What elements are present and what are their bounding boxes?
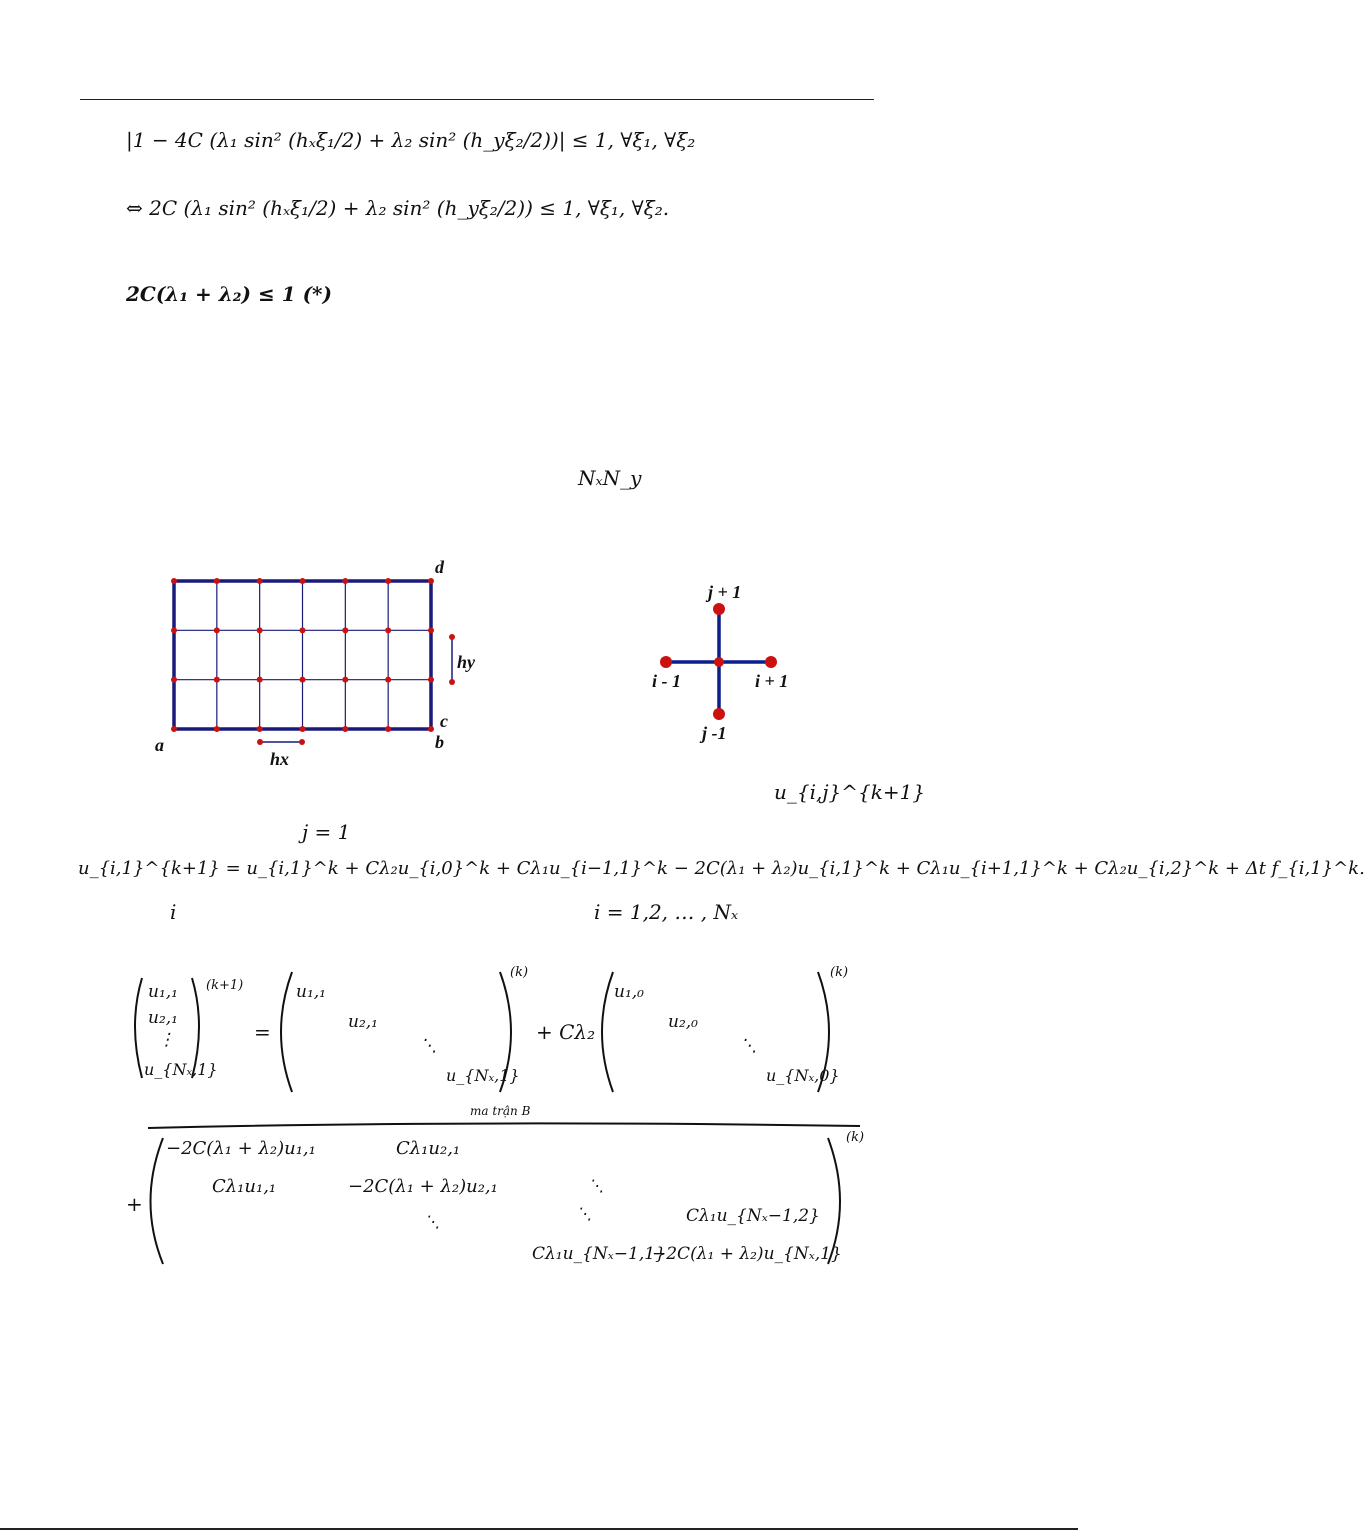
index-i: i xyxy=(170,900,177,924)
grid-node xyxy=(300,677,306,683)
coefficient-c-lambda2: + Cλ₂ xyxy=(536,1020,596,1044)
stencil-node-left xyxy=(660,656,672,668)
stencil-label-left: i - 1 xyxy=(652,671,681,691)
m3-r2c1: Cλ₁u₁,₁ xyxy=(212,1176,277,1197)
inequality-1: |1 − 4C (λ₁ sin² (hₓξ₁/2) + λ₂ sin² (h_yξ₂/2))| ≤ 1, ∀ξ₁, ∀ξ₂ xyxy=(126,128,696,152)
stencil-node-top xyxy=(713,603,725,615)
grid-node xyxy=(300,578,306,584)
hy-marker-node xyxy=(449,634,455,640)
m3-r2c2: −2C(λ₁ + λ₂)u₂,₁ xyxy=(348,1176,498,1197)
grid-node xyxy=(300,627,306,633)
m1-dots: ⋱ xyxy=(420,1036,437,1056)
index-range: i = 1,2, … , Nₓ xyxy=(594,900,739,924)
m3-paren-left xyxy=(151,1138,164,1264)
m2-paren-left xyxy=(602,972,613,1092)
lhs-entry-1: u₁,₁ xyxy=(148,982,178,1002)
grid-node xyxy=(171,578,177,584)
grid-node xyxy=(300,726,306,732)
grid-node xyxy=(214,726,220,732)
grid-node xyxy=(257,627,263,633)
nxny-symbol: NₓN_y xyxy=(578,466,642,490)
brace-label: ma trận B xyxy=(470,1104,531,1118)
grid-node xyxy=(342,726,348,732)
grid-node xyxy=(342,677,348,683)
stencil-diagram xyxy=(650,595,790,735)
grid-node xyxy=(257,578,263,584)
m1-superscript: (k) xyxy=(510,965,529,980)
m3-r3c4: Cλ₁u_{Nₓ−1,2} xyxy=(686,1206,820,1226)
m1-entry-2: u₂,₁ xyxy=(348,1012,378,1032)
equals-sign: = xyxy=(254,1020,271,1044)
stencil-label-bottom: j -1 xyxy=(702,723,727,743)
grid-node xyxy=(171,677,177,683)
grid-node xyxy=(342,578,348,584)
stencil-node-center xyxy=(714,657,724,667)
grid-node xyxy=(385,726,391,732)
corner-label-c: c xyxy=(440,711,448,731)
m3-dots-1: ⋱ xyxy=(588,1176,604,1195)
u-ij-symbol: u_{i,j}^{k+1} xyxy=(774,780,926,804)
grid-node xyxy=(214,578,220,584)
j-equals-1: j = 1 xyxy=(302,820,351,844)
lhs-paren-left xyxy=(135,978,142,1078)
grid-node xyxy=(428,677,434,683)
grid-diagram xyxy=(150,560,480,780)
m2-entry-last: u_{Nₓ,0} xyxy=(766,1066,840,1085)
brace xyxy=(148,1123,860,1128)
stencil-label-right: i + 1 xyxy=(755,671,789,691)
grid-node xyxy=(171,627,177,633)
header-rule xyxy=(80,99,874,100)
m2-dots: ⋱ xyxy=(740,1036,757,1056)
grid-node xyxy=(342,627,348,633)
hx-label: hx xyxy=(270,749,290,769)
m2-superscript: (k) xyxy=(830,965,849,980)
grid-node xyxy=(257,677,263,683)
grid-node xyxy=(214,627,220,633)
m2-entry-2: u₂,₀ xyxy=(668,1012,698,1032)
plus-sign: + xyxy=(126,1192,143,1216)
grid-node xyxy=(385,578,391,584)
hy-label: hy xyxy=(457,652,475,672)
stencil-node-right xyxy=(765,656,777,668)
grid-node xyxy=(428,726,434,732)
lhs-entry-2: u₂,₁ xyxy=(148,1008,178,1028)
hx-marker-node xyxy=(299,739,305,745)
grid-node xyxy=(385,627,391,633)
grid-node xyxy=(171,726,177,732)
grid-node xyxy=(428,627,434,633)
m3-dots-2: ⋱ xyxy=(424,1212,440,1231)
m3-r4c3: Cλ₁u_{Nₓ−1,1} xyxy=(532,1244,666,1264)
footer-rule xyxy=(0,1528,1078,1530)
m3-superscript: (k) xyxy=(846,1130,865,1145)
update-equation: u_{i,1}^{k+1} = u_{i,1}^k + Cλ₂u_{i,0}^k + Cλ₁u_{i−1,1}^k − 2C(λ₁ + λ₂)u_{i,1}^k + Cλ₁u_{i+1,1}^k + Cλ₂u_{i,2}^k + Δt f_{i,1}^k. xyxy=(78,858,1365,879)
inequality-2: ⇔ 2C (λ₁ sin² (hₓξ₁/2) + λ₂ sin² (h_yξ₂/2)) ≤ 1, ∀ξ₁, ∀ξ₂. xyxy=(126,196,670,220)
grid-node xyxy=(257,726,263,732)
grid-node xyxy=(428,578,434,584)
lhs-entry-4: u_{Nₓ,1} xyxy=(144,1060,218,1079)
m1-entry-last: u_{Nₓ,1} xyxy=(446,1066,520,1085)
m1-paren-left xyxy=(281,972,292,1092)
grid-node xyxy=(385,677,391,683)
corner-label-b: b xyxy=(435,732,444,752)
m3-r4c4: −2C(λ₁ + λ₂)u_{Nₓ,1} xyxy=(652,1244,842,1264)
hy-marker-node xyxy=(449,679,455,685)
grid-node xyxy=(214,677,220,683)
stability-condition: 2C(λ₁ + λ₂) ≤ 1 (*) xyxy=(126,282,332,306)
stencil-label-top: j + 1 xyxy=(708,582,742,602)
m3-dots-3: ⋱ xyxy=(576,1204,592,1223)
corner-label-d: d xyxy=(435,557,444,577)
m3-r1c1: −2C(λ₁ + λ₂)u₁,₁ xyxy=(166,1138,316,1159)
corner-label-a: a xyxy=(155,735,164,755)
m2-entry-1: u₁,₀ xyxy=(614,982,644,1002)
m3-r1c2: Cλ₁u₂,₁ xyxy=(396,1138,461,1159)
lhs-superscript: (k+1) xyxy=(206,978,244,993)
m1-entry-1: u₁,₁ xyxy=(296,982,326,1002)
hx-marker-node xyxy=(257,739,263,745)
stencil-node-bottom xyxy=(713,708,725,720)
lhs-entry-3: ⋮ xyxy=(158,1030,175,1050)
